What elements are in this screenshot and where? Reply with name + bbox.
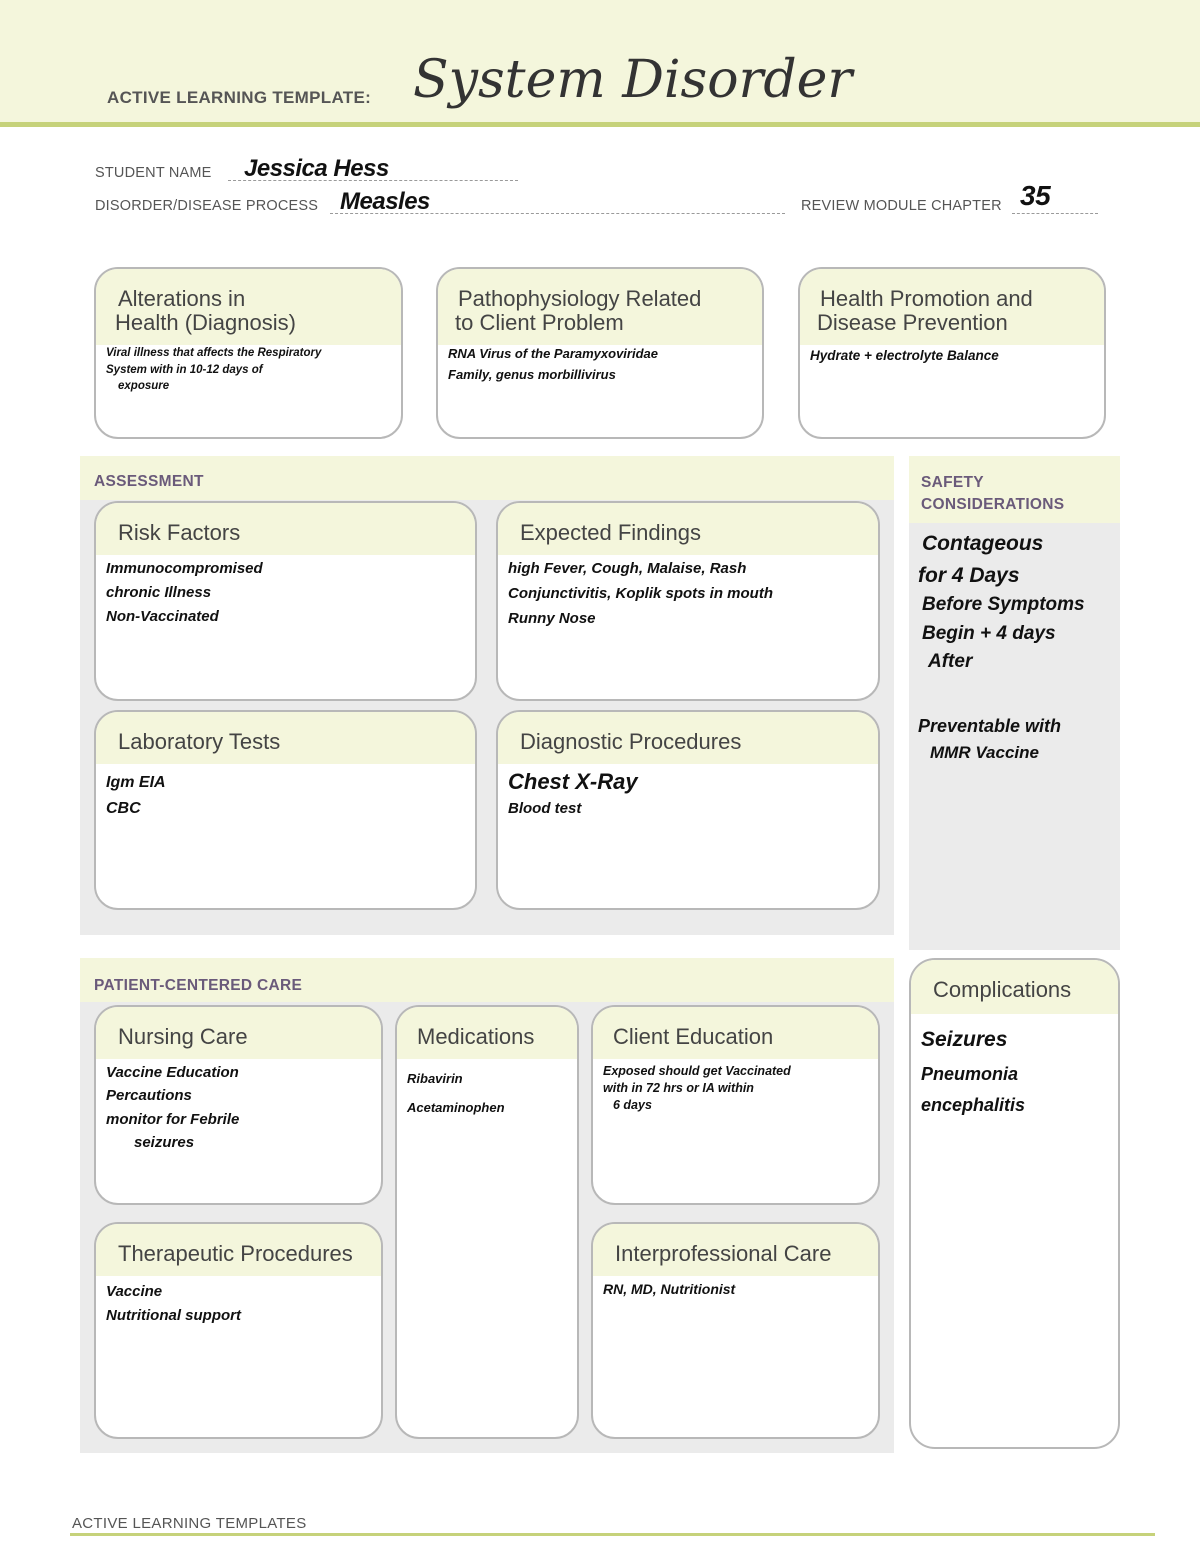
disorder-value[interactable]: Measles [340,188,430,215]
risk-factor-line: Immunocompromised [106,560,263,577]
therapeutic-procedure-line: Vaccine [106,1283,163,1300]
laboratory-tests-content[interactable] [106,770,467,821]
diagnostic-procedures-box[interactable] [496,710,880,910]
health-promotion-line: Hydrate + electrolyte Balance [810,348,999,363]
pathophysiology-line: Family, genus morbillivirus [448,367,616,383]
client-education-box[interactable] [591,1005,880,1205]
laboratory-test-line: Igm EIA [106,774,166,791]
expected-finding-line: Runny Nose [508,609,596,627]
pathophysiology-header [438,269,762,345]
safety-line: MMR Vaccine [930,742,1039,762]
laboratory-tests-box[interactable] [94,710,477,910]
client-education-line: 6 days [613,1097,652,1112]
medications-box[interactable] [395,1005,579,1439]
header-divider [0,122,1200,127]
medication-line: Ribavirin [407,1071,463,1086]
diagnostic-procedures-content[interactable] [508,766,870,820]
complications-content[interactable] [921,1022,1110,1122]
complication-line: encephalitis [921,1095,1026,1116]
therapeutic-procedures-title: Therapeutic Procedures [118,1241,353,1266]
health-promotion-title-line1: Health Promotion and [820,286,1033,311]
therapeutic-procedure-line: Nutritional support [106,1307,241,1324]
nursing-care-line: Percautions [106,1087,192,1105]
interprofessional-care-header [593,1224,878,1276]
complications-header [911,960,1118,1014]
safety-title-line2: CONSIDERATIONS [921,496,1065,514]
medication-line: Acetaminophen [407,1099,505,1115]
safety-title [921,472,1064,517]
safety-line: Begin + 4 days [922,622,1056,644]
safety-title-line1: SAFETY [921,474,984,491]
complications-box[interactable] [909,958,1120,1449]
alterations-line: Viral illness that affects the Respiratory [106,347,322,359]
risk-factors-box[interactable] [94,501,477,701]
laboratory-tests-title: Laboratory Tests [118,729,281,754]
expected-finding-line: Conjunctivitis, Koplik spots in mouth [508,584,773,602]
risk-factors-header [96,503,475,555]
template-title: System Disorder [413,50,853,110]
alterations-title-line1: Alterations in [118,286,246,311]
client-education-content[interactable] [603,1063,870,1114]
therapeutic-procedures-content[interactable] [106,1280,373,1328]
pathophysiology-box[interactable] [436,267,764,439]
safety-line: Preventable with [918,715,1062,736]
nursing-care-line: seizures [134,1133,195,1151]
expected-findings-header [498,503,878,555]
diagnostic-procedures-header [498,712,878,764]
disorder-label: DISORDER/DISEASE PROCESS [95,198,319,214]
pathophysiology-line: RNA Virus of the Paramyxoviridae [448,346,658,361]
laboratory-tests-header [96,712,475,764]
risk-factor-line: Non-Vaccinated [106,608,219,625]
risk-factors-content[interactable] [106,557,467,629]
alterations-line: System with in 10-12 days of [106,363,263,376]
chapter-value[interactable]: 35 [1020,180,1051,211]
nursing-care-box[interactable] [94,1005,383,1205]
client-education-header [593,1007,878,1059]
interprofessional-care-title: Interprofessional Care [615,1241,832,1266]
diagnostic-procedures-title: Diagnostic Procedures [520,729,742,754]
interprofessional-care-box[interactable] [591,1222,880,1439]
health-promotion-header [800,269,1104,345]
assessment-label: ASSESSMENT [94,473,204,490]
therapeutic-procedures-box[interactable] [94,1222,383,1439]
alterations-content[interactable] [106,345,393,395]
nursing-care-header [96,1007,381,1059]
nursing-care-content[interactable] [106,1061,373,1154]
student-name-value[interactable]: Jessica Hess [244,155,389,182]
health-promotion-title-line2: Disease Prevention [817,310,1008,336]
diagnostic-procedure-line: Blood test [508,799,582,817]
risk-factors-title: Risk Factors [118,520,241,545]
health-promotion-box[interactable] [798,267,1106,439]
complications-title: Complications [933,977,1072,1002]
interprofessional-care-line: RN, MD, Nutritionist [603,1281,736,1297]
safety-line: After [928,651,973,672]
expected-findings-box[interactable] [496,501,880,701]
safety-line: for 4 Days [918,563,1020,587]
health-promotion-content[interactable] [810,347,1096,365]
footer-label: ACTIVE LEARNING TEMPLATES [72,1515,307,1532]
complication-line: Pneumonia [921,1063,1019,1084]
template-label: ACTIVE LEARNING TEMPLATE: [107,88,372,107]
pathophysiology-content[interactable] [448,343,754,386]
interprofessional-care-content[interactable] [603,1280,870,1299]
nursing-care-title: Nursing Care [118,1024,248,1049]
client-education-line: Exposed should get Vaccinated [603,1064,791,1078]
alterations-header [96,269,401,345]
diagnostic-procedure-line: Chest X-Ray [508,769,638,794]
pathophysiology-title-line2: to Client Problem [455,310,624,336]
expected-findings-title: Expected Findings [520,520,701,545]
complication-line: Seizures [921,1028,1008,1051]
pathophysiology-title-line1: Pathophysiology Related [458,286,702,311]
medications-title: Medications [417,1024,535,1049]
safety-line: Before Symptoms [922,594,1085,615]
therapeutic-procedures-header [96,1224,381,1276]
expected-findings-content[interactable] [508,557,870,631]
safety-spacer [918,677,1085,713]
safety-content[interactable] [918,528,1085,765]
footer-divider [70,1533,1155,1536]
expected-finding-line: high Fever, Cough, Malaise, Rash [508,560,747,577]
client-education-line: with in 72 hrs or IA within [603,1080,754,1095]
alterations-box[interactable] [94,267,403,439]
student-name-label: STUDENT NAME [95,165,212,181]
medications-header [397,1007,577,1059]
alterations-line: exposure [118,380,170,393]
alterations-title-line2: Health (Diagnosis) [115,310,296,336]
client-education-title: Client Education [613,1024,774,1049]
risk-factor-line: chronic Illness [106,584,212,601]
medications-content[interactable] [407,1065,569,1122]
nursing-care-line: monitor for Febrile [106,1110,240,1128]
laboratory-test-line: CBC [106,799,141,817]
nursing-care-line: Vaccine Education [106,1064,239,1081]
chapter-line [1012,213,1098,214]
chapter-label: REVIEW MODULE CHAPTER [801,198,1002,214]
safety-line: Contageous [922,532,1044,555]
patient-care-label: PATIENT-CENTERED CARE [94,977,303,994]
